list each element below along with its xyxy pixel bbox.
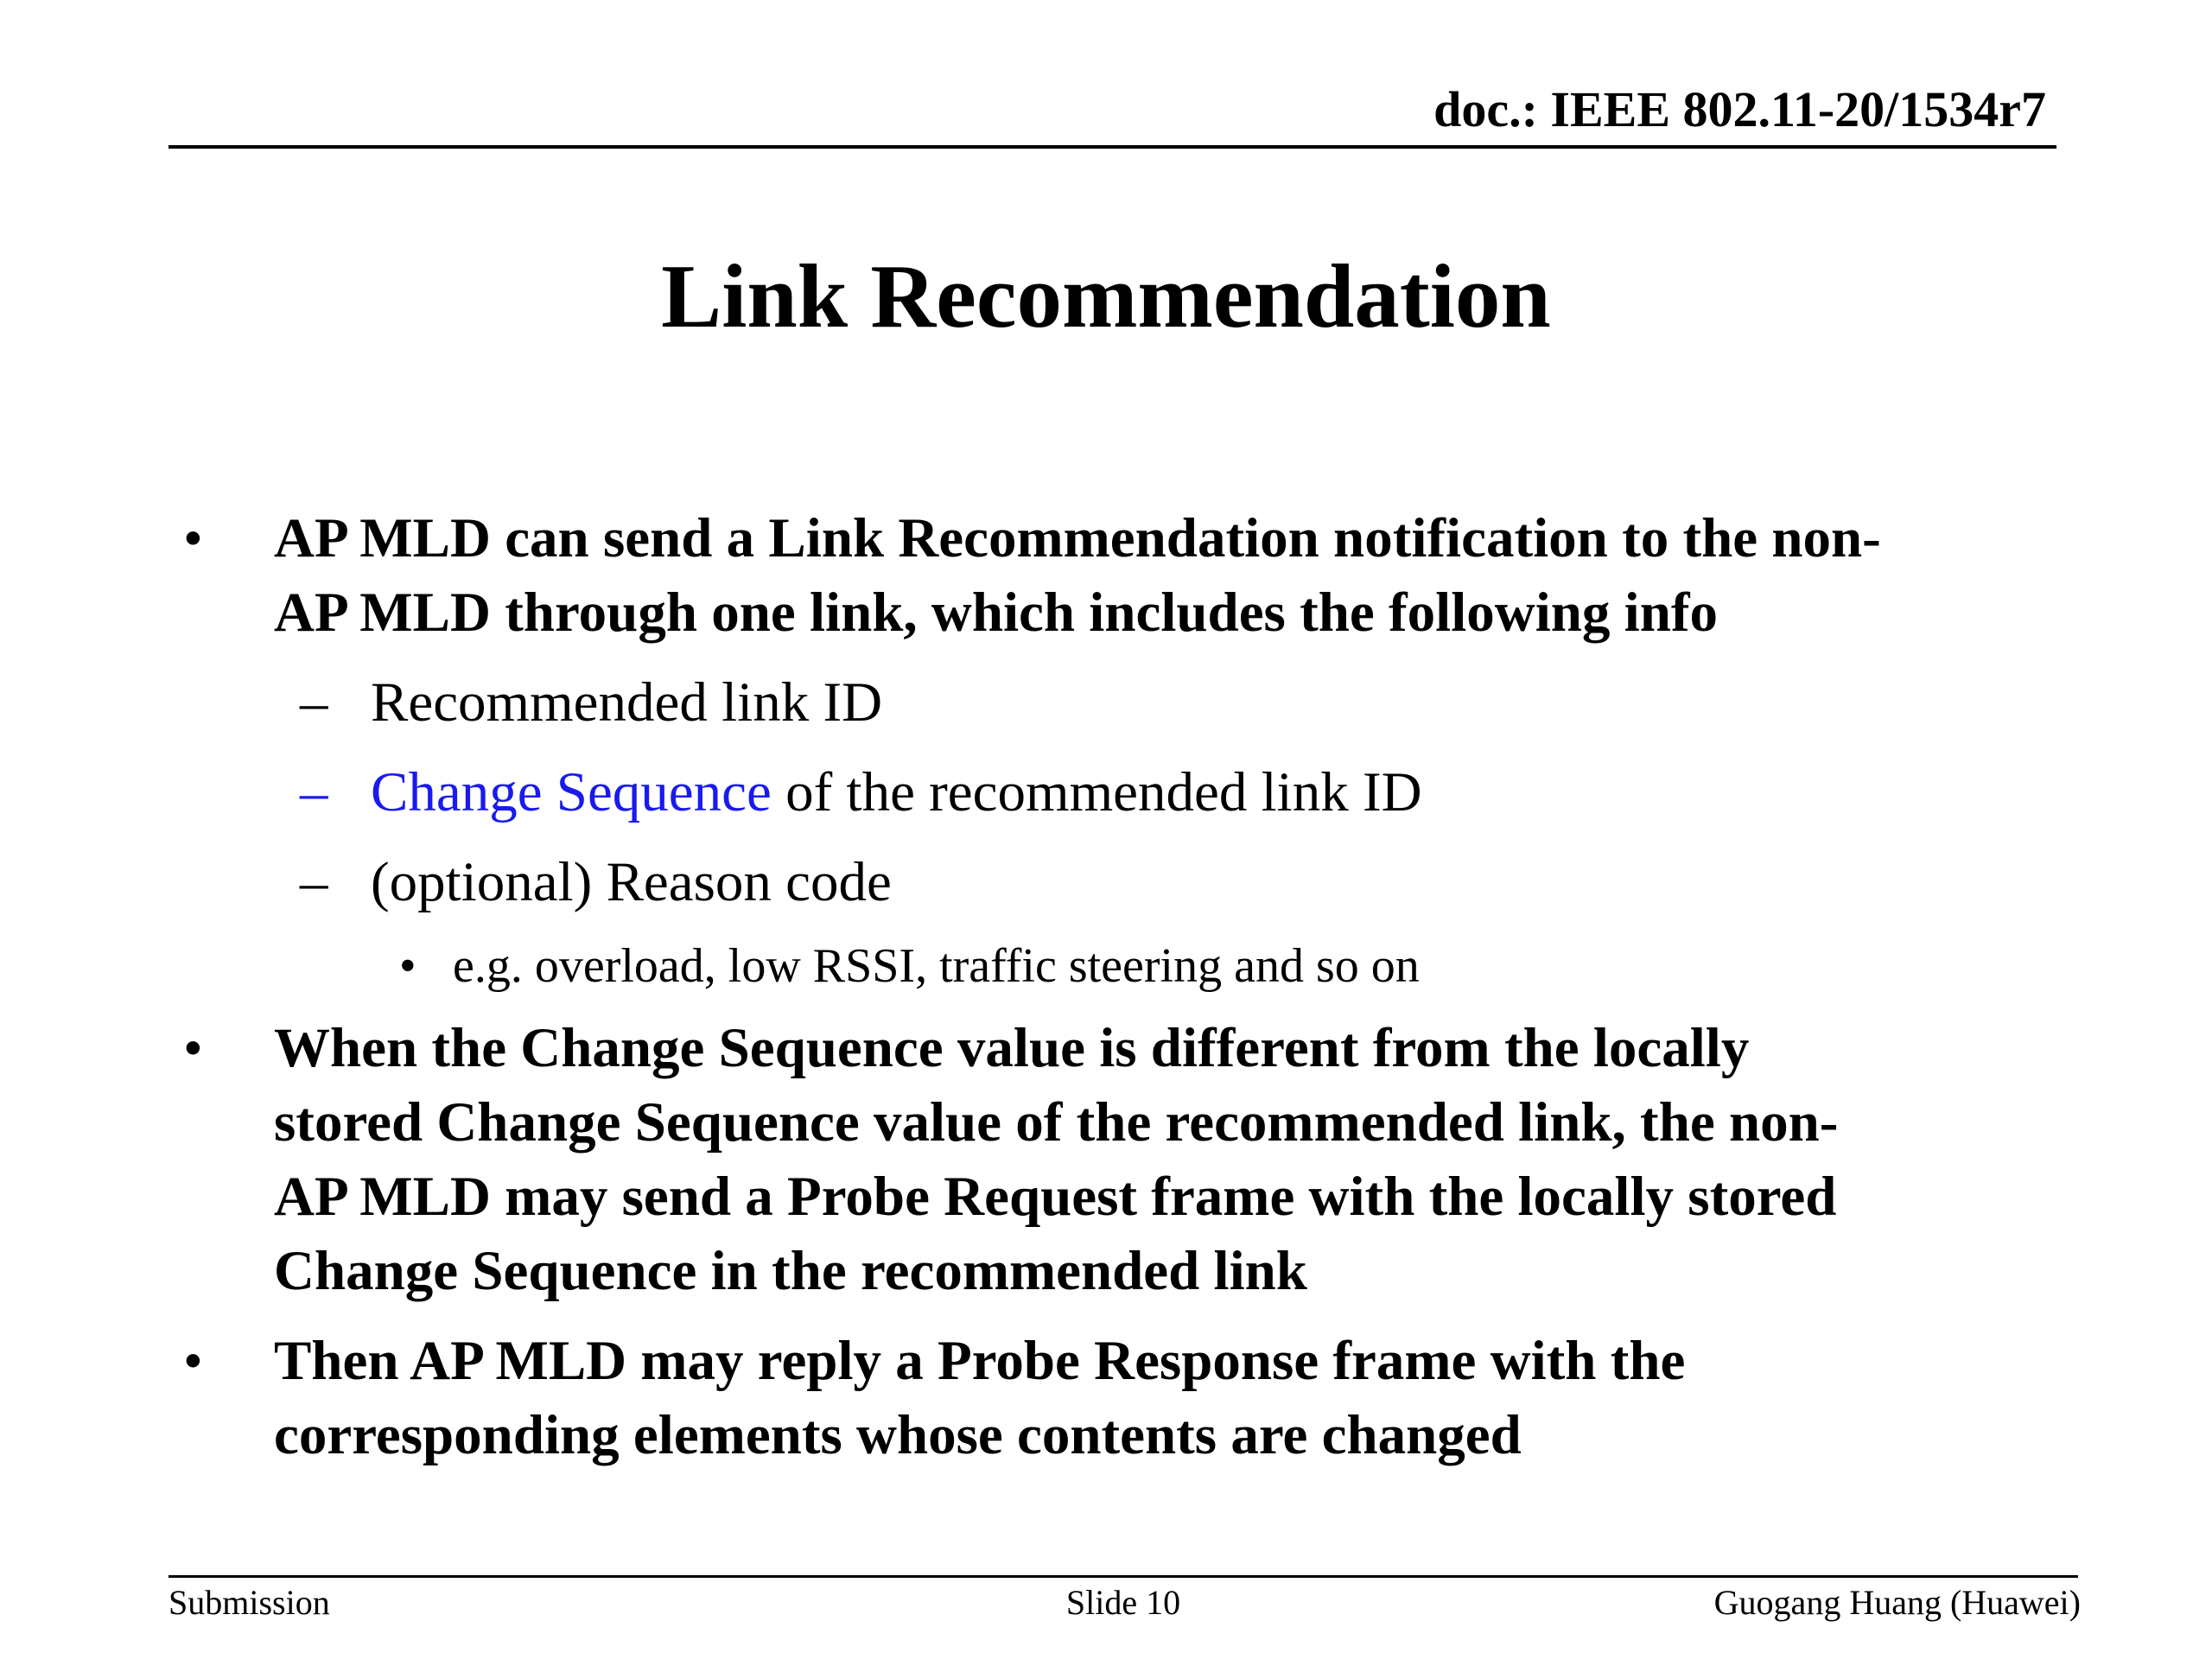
- sub-bullet-text: (optional) Reason code: [371, 851, 892, 913]
- footer-slide-number: Slide 10: [1065, 1583, 1181, 1622]
- bullet-1: [183, 501, 2084, 650]
- footer-author: Guogang Huang (Huawei): [1713, 1583, 2081, 1622]
- dash-marker: –: [300, 761, 328, 823]
- sub-bullet-text: of the recommended link ID: [771, 761, 1422, 823]
- bullet-text: AP MLD may send a Probe Request frame with the locally stored: [274, 1166, 1837, 1228]
- bullet-text: When the Change Sequence value is different from the locally: [274, 1017, 1750, 1079]
- footer-divider: [168, 1575, 2078, 1578]
- bullet-marker: •: [183, 1017, 203, 1079]
- bullet-marker: •: [399, 939, 416, 993]
- bullet-text: AP MLD can send a Link Recommendation notification to the non-: [274, 507, 1881, 569]
- bullet-text: Change Sequence in the recommended link: [274, 1240, 1307, 1302]
- bullet-3: [183, 1324, 2084, 1472]
- slide-title: Link Recommendation: [661, 245, 1551, 346]
- bullet-text: stored Change Sequence value of the recommended link, the non-: [274, 1091, 1839, 1154]
- sub-bullet-1: [183, 665, 2084, 740]
- document-id: doc.: IEEE 802.11-20/1534r7: [1433, 81, 2046, 137]
- dash-marker: –: [300, 671, 328, 734]
- sub-bullet-2: [183, 755, 2084, 830]
- header-divider: [168, 145, 2056, 149]
- bullet-2: [183, 1011, 2084, 1308]
- bullet-marker: •: [183, 507, 203, 569]
- slide-body: [183, 501, 2084, 1472]
- sub-bullet-text: Recommended link ID: [371, 671, 883, 734]
- bullet-text: Then AP MLD may reply a Probe Response frame with the: [274, 1330, 1686, 1392]
- dash-marker: –: [300, 851, 328, 913]
- sub-sub-bullet-1: [183, 933, 2084, 999]
- bullet-text: AP MLD through one link, which includes the following info: [274, 582, 1719, 644]
- sub-sub-bullet-text: e.g. overload, low RSSI, traffic steering and so on: [453, 939, 1420, 993]
- sub-bullet-3: [183, 845, 2084, 919]
- bullet-text: corresponding elements whose contents are changed: [274, 1404, 1522, 1466]
- highlighted-term: Change Sequence: [371, 761, 772, 823]
- bullet-marker: •: [183, 1330, 203, 1392]
- footer-submission: Submission: [168, 1583, 330, 1622]
